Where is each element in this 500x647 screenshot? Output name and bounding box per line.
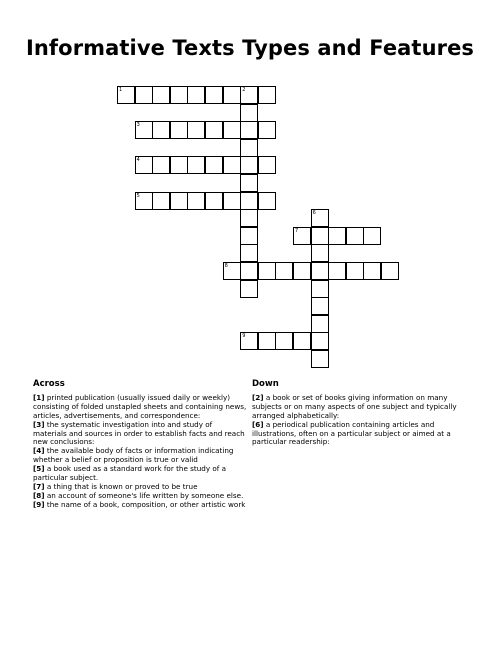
grid-cell[interactable]	[223, 86, 241, 104]
cell-number: 9	[242, 333, 246, 340]
grid-cell[interactable]	[240, 104, 258, 122]
cell-number: 4	[136, 157, 140, 164]
grid-cell[interactable]	[363, 227, 381, 245]
grid-cell[interactable]	[170, 86, 188, 104]
grid-cell[interactable]	[240, 192, 258, 210]
clue-number: [4]	[33, 446, 45, 456]
grid-cell[interactable]	[240, 262, 258, 280]
clue-number: [7]	[33, 481, 45, 491]
clue-number: [6]	[252, 419, 264, 429]
grid-cell[interactable]	[223, 156, 241, 174]
across-clue-list	[33, 394, 248, 510]
grid-cell[interactable]	[187, 86, 205, 104]
across-clues	[33, 380, 248, 510]
cell-number: 7	[295, 227, 299, 234]
grid-cell[interactable]	[258, 156, 276, 174]
cell-number: 3	[136, 122, 140, 129]
grid-cell[interactable]	[275, 262, 293, 280]
clue-number: [8]	[33, 490, 45, 500]
grid-cell[interactable]	[240, 174, 258, 192]
grid-cell[interactable]	[223, 121, 241, 139]
grid-cell[interactable]	[293, 227, 311, 245]
grid-cell[interactable]	[311, 244, 329, 262]
grid-cell[interactable]	[205, 156, 223, 174]
grid-cell[interactable]	[240, 139, 258, 157]
clue-text: a book used as a standard work for the study of a particular subject.	[33, 464, 226, 483]
grid-cell[interactable]	[381, 262, 399, 280]
grid-cell[interactable]	[223, 262, 241, 280]
clue-number: [3]	[33, 419, 45, 429]
clue-text: the name of a book, composition, or other artistic work	[46, 499, 246, 509]
down-heading: Down	[252, 379, 279, 389]
grid-cell[interactable]	[258, 192, 276, 210]
clue-text: a thing that is known or proved to be true	[46, 481, 198, 491]
grid-cell[interactable]	[311, 350, 329, 368]
grid-cell[interactable]	[328, 262, 346, 280]
clue-text: an account of someone's life written by someone else.	[46, 490, 244, 500]
grid-cell[interactable]	[135, 121, 153, 139]
clue-text: printed publication (usually issued daily or weekly) consisting of folded unstapled sheets and containing news, articles, advertisements, and correspondence:	[33, 392, 247, 420]
cell-number: 1	[119, 87, 123, 93]
grid-cell[interactable]	[205, 192, 223, 210]
grid-cell[interactable]	[152, 121, 170, 139]
cell-number: 6	[312, 210, 316, 217]
grid-cell[interactable]	[152, 86, 170, 104]
clue-text: the systematic investigation into and study of materials and sources in order to establish facts and reach new conclusions:	[33, 419, 245, 447]
grid-cell[interactable]	[240, 332, 258, 350]
grid-cell[interactable]	[240, 86, 258, 104]
grid-cell[interactable]	[240, 121, 258, 139]
grid-cell[interactable]	[311, 262, 329, 280]
across-clue	[33, 394, 248, 421]
grid-cell[interactable]	[170, 121, 188, 139]
across-clue	[33, 447, 248, 465]
cell-number: 8	[224, 263, 228, 269]
grid-cell[interactable]	[363, 262, 381, 280]
grid-cell[interactable]	[205, 86, 223, 104]
grid-cell[interactable]	[311, 209, 329, 227]
grid-cell[interactable]	[152, 156, 170, 174]
grid-cell[interactable]	[346, 227, 364, 245]
down-clue	[252, 394, 467, 421]
grid-cell[interactable]	[258, 332, 276, 350]
clue-number: [1]	[33, 392, 45, 402]
across-clue	[33, 421, 248, 448]
grid-cell[interactable]	[187, 156, 205, 174]
grid-cell[interactable]	[223, 192, 241, 210]
grid-cell[interactable]	[170, 192, 188, 210]
cell-number: 5	[136, 192, 140, 199]
grid-cell[interactable]	[135, 86, 153, 104]
across-heading: Across	[33, 379, 65, 389]
clue-text: a book or set of books giving information on many subjects or on many aspects of one subject and typically arranged alphabetically:	[252, 392, 457, 420]
grid-cell[interactable]	[293, 262, 311, 280]
grid-cell[interactable]	[240, 227, 258, 245]
grid-cell[interactable]	[311, 315, 329, 333]
grid-cell[interactable]	[240, 156, 258, 174]
grid-cell[interactable]	[205, 121, 223, 139]
grid-cell[interactable]	[293, 332, 311, 350]
grid-cell[interactable]	[187, 192, 205, 210]
down-clue	[252, 421, 467, 448]
grid-cell[interactable]	[152, 192, 170, 210]
grid-cell[interactable]	[311, 280, 329, 298]
grid-cell[interactable]	[240, 244, 258, 262]
grid-cell[interactable]	[135, 192, 153, 210]
grid-cell[interactable]	[258, 262, 276, 280]
grid-cell[interactable]	[346, 262, 364, 280]
grid-cell[interactable]	[187, 121, 205, 139]
clue-text: a periodical publication containing articles and illustrations, often on a particular subject or aimed at a particular readership:	[252, 419, 451, 447]
clue-number: [2]	[252, 392, 264, 402]
grid-cell[interactable]	[135, 156, 153, 174]
grid-cell[interactable]	[258, 86, 276, 104]
down-clues	[252, 380, 467, 447]
across-clue	[33, 465, 248, 483]
puzzle-title: Informative Texts Types and Features	[25, 36, 475, 60]
down-clue-list	[252, 394, 467, 447]
grid-cell[interactable]	[275, 332, 293, 350]
grid-cell[interactable]	[258, 121, 276, 139]
grid-cell[interactable]	[170, 156, 188, 174]
grid-cell[interactable]	[311, 297, 329, 315]
clue-number: [5]	[33, 464, 45, 474]
grid-cell[interactable]	[311, 332, 329, 350]
cell-number: 2	[242, 87, 246, 93]
across-clue	[33, 501, 248, 510]
grid-cell[interactable]	[240, 209, 258, 227]
grid-cell[interactable]	[240, 280, 258, 298]
clue-number: [9]	[33, 499, 45, 509]
grid-cell[interactable]	[311, 227, 329, 245]
clue-text: the available body of facts or information indicating whether a belief or proposition is true or valid	[33, 446, 234, 465]
grid-cell[interactable]	[117, 86, 135, 104]
grid-cell[interactable]	[328, 227, 346, 245]
